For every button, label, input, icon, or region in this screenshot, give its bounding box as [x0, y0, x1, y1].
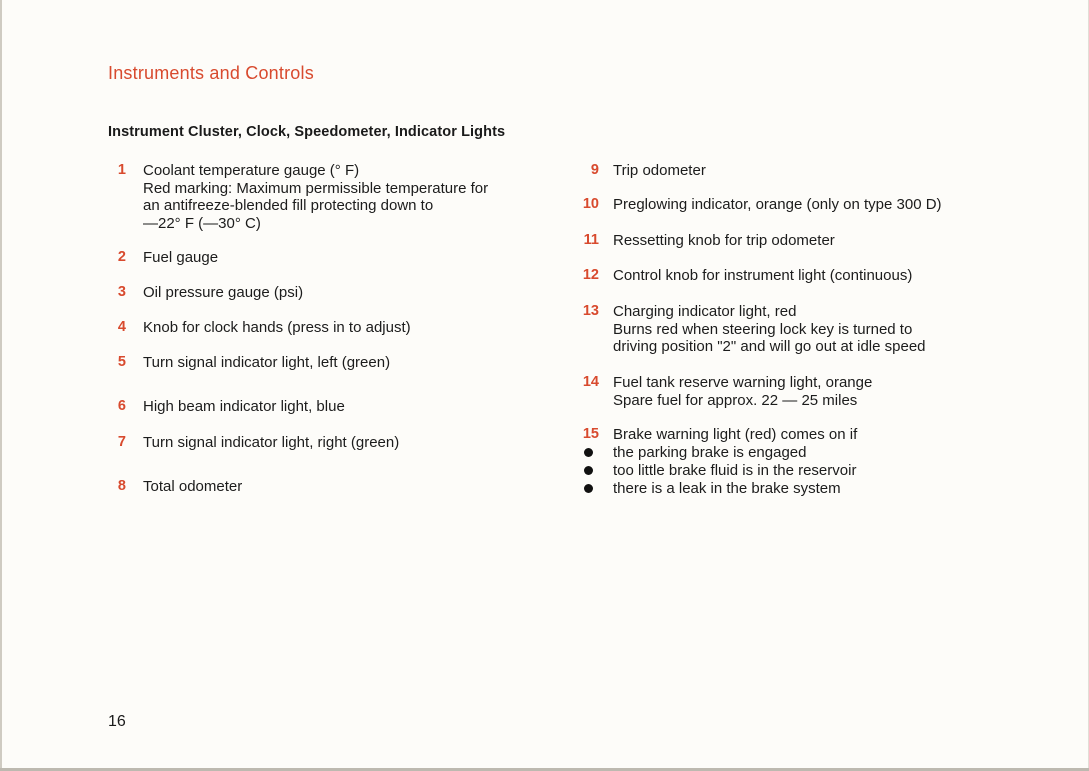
item-line: Burns red when steering lock key is turned to — [613, 320, 913, 338]
item-number: 3 — [117, 284, 126, 300]
item-line: Charging indicator light, red — [613, 303, 797, 320]
item-line: Brake warning light (red) comes on if — [613, 426, 858, 443]
item-number: 6 — [117, 398, 126, 414]
item-text — [613, 426, 857, 444]
item-number: 10 — [582, 196, 599, 212]
item-text — [613, 303, 926, 356]
item-text — [613, 196, 942, 214]
page-number: 16 — [108, 713, 126, 730]
item-line: —22° F (—30° C) — [143, 214, 261, 232]
item-line: Knob for clock hands (press in to adjust) — [143, 319, 411, 336]
page-title: Instruments and Controls — [108, 63, 314, 83]
item-number: 14 — [582, 374, 599, 390]
item-number: 8 — [117, 478, 126, 494]
item-text — [613, 232, 835, 250]
item-line: Total odometer — [143, 478, 243, 495]
item-line: Red marking: Maximum permissible temperature for — [143, 179, 489, 197]
bullet-text: too little brake fluid is in the reservoir — [613, 462, 857, 479]
item-number: 7 — [117, 434, 126, 450]
bullet-icon — [584, 466, 593, 475]
item-line: Control knob for instrument light (continuous) — [613, 267, 913, 284]
item-number: 12 — [582, 267, 599, 283]
item-line: Trip odometer — [613, 162, 706, 179]
item-text — [143, 284, 303, 302]
item-text — [613, 267, 912, 285]
bullet-icon — [584, 448, 593, 457]
bullet-text: the parking brake is engaged — [613, 444, 807, 461]
item-line: Turn signal indicator light, left (green) — [143, 354, 391, 371]
item-line: Spare fuel for approx. 22 — 25 miles — [613, 391, 858, 409]
page-edge-left — [0, 0, 2, 771]
item-text — [143, 249, 218, 267]
item-line: driving position "2" and will go out at idle speed — [613, 338, 926, 355]
item-number: 5 — [117, 354, 126, 370]
item-number: 15 — [582, 426, 599, 442]
item-text — [143, 434, 399, 452]
item-text — [143, 398, 345, 416]
item-text — [143, 354, 390, 372]
item-line: Coolant temperature gauge (° F) — [143, 162, 360, 179]
section-subtitle: Instrument Cluster, Clock, Speedometer, Indicator Lights — [108, 124, 506, 140]
item-line: Turn signal indicator light, right (green) — [143, 434, 400, 451]
item-text — [143, 478, 242, 496]
item-number: 11 — [583, 232, 599, 248]
item-number: 9 — [590, 162, 599, 178]
item-number: 2 — [117, 249, 126, 265]
bullet-text: there is a leak in the brake system — [613, 480, 841, 497]
item-text — [143, 319, 411, 337]
item-text — [613, 162, 706, 180]
item-line: Oil pressure gauge (psi) — [143, 284, 304, 301]
item-number: 13 — [582, 303, 599, 319]
item-line: Ressetting knob for trip odometer — [613, 232, 835, 249]
item-line: Preglowing indicator, orange (only on type 300 D) — [613, 196, 942, 213]
item-line: an antifreeze-blended fill protecting down to — [143, 197, 434, 214]
item-text — [143, 162, 488, 232]
bullet-icon — [584, 484, 593, 493]
item-text — [613, 374, 872, 409]
item-line: Fuel gauge — [143, 249, 219, 266]
item-line: High beam indicator light, blue — [143, 398, 345, 415]
item-line: Fuel tank reserve warning light, orange — [613, 374, 873, 391]
item-number: 4 — [117, 319, 126, 335]
item-number: 1 — [117, 162, 126, 178]
